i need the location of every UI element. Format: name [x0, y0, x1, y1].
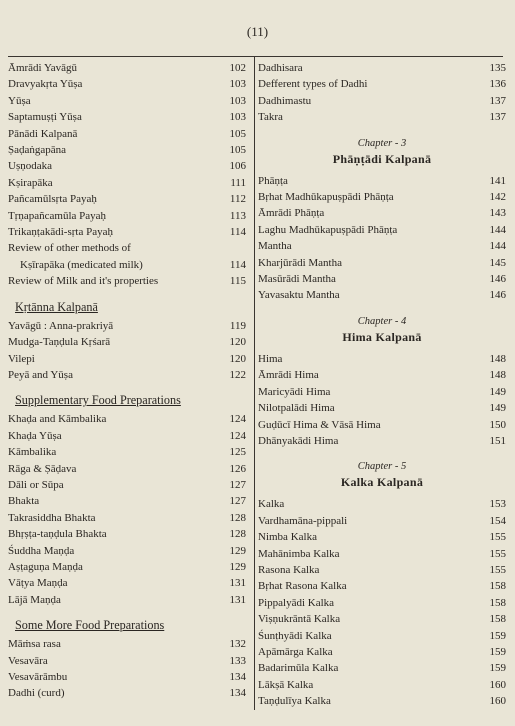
toc-entry	[258, 660, 506, 676]
entry-title: Bṛhat Madhūkapuṣpādi Phāṇṭa	[258, 191, 394, 204]
toc-entry	[8, 126, 246, 142]
entry-page-number: 102	[229, 62, 246, 74]
toc-entry	[8, 142, 246, 158]
toc-entry	[258, 513, 506, 529]
entry-page-number: 155	[489, 531, 506, 544]
entry-page-number: 105	[229, 144, 246, 157]
entry-title: Vāṭya Maṇḍa	[8, 577, 68, 590]
entry-title: Takrasiddha Bhakta	[8, 511, 96, 524]
entry-title: Pippalyādi Kalka	[258, 596, 335, 609]
entry-title: Saptamuṣṭi Yūṣa	[8, 111, 82, 124]
toc-entry	[8, 175, 246, 191]
entry-page-number: 144	[489, 223, 506, 236]
entry-page-number: 106	[229, 160, 246, 173]
entry-title: Taṇḍulīya Kalka	[258, 695, 331, 708]
left-group-1	[8, 60, 246, 290]
entry-page-number: 151	[489, 434, 506, 447]
entry-title: Guḍūcī Hima & Vāsā Hima	[258, 418, 381, 431]
toc-entry	[8, 367, 246, 383]
entry-page-number: 160	[489, 695, 506, 708]
entry-title: Yūṣa	[8, 94, 31, 107]
toc-entry	[258, 611, 506, 627]
entry-title: Āmrādi Phāṇṭa	[258, 207, 325, 220]
entry-title: Laghu Madhūkapuṣpādi Phāṇṭa	[258, 223, 398, 236]
entry-page-number: 127	[229, 478, 246, 491]
entry-title: Āmrādi Yavāgū	[8, 62, 78, 74]
entry-page-number: 127	[229, 495, 246, 508]
toc-entry	[8, 559, 246, 575]
entry-title: Pānādi Kalpanā	[8, 127, 78, 140]
toc-entry	[258, 173, 506, 189]
entry-title: Mahānimba Kalka	[258, 547, 340, 560]
toc-entry	[8, 318, 246, 334]
right-group-1	[258, 60, 506, 126]
entry-page-number: 159	[489, 629, 506, 642]
toc-entry	[8, 158, 246, 174]
entry-title: Vilepi	[8, 352, 35, 365]
entry-page-number: 158	[489, 596, 506, 609]
entry-title: Āmrādi Hima	[258, 369, 319, 382]
entry-page-number: 153	[489, 498, 506, 511]
toc-entry	[8, 461, 246, 477]
chapter-4-list	[258, 351, 506, 449]
entry-page-number: 155	[489, 563, 506, 576]
entry-page-number: 131	[229, 577, 246, 590]
toc-entry	[8, 60, 246, 76]
entry-page-number: 155	[489, 547, 506, 560]
entry-page-number: 142	[489, 191, 506, 204]
toc-entry	[258, 578, 506, 594]
entry-page-number: 120	[229, 336, 246, 349]
chapter-3-label: Chapter - 3	[357, 137, 407, 149]
toc-entry	[8, 653, 246, 669]
toc-entry	[8, 636, 246, 652]
toc-entry	[8, 685, 246, 701]
toc-entry	[258, 384, 506, 400]
entry-page-number: 115	[229, 275, 246, 288]
entry-page-number: 137	[489, 94, 506, 107]
entry-title: Badarimūla Kalka	[258, 662, 339, 675]
entry-page-number: 120	[229, 352, 246, 365]
entry-title: Kharjūrādi Mantha	[258, 256, 342, 269]
toc-entry	[258, 529, 506, 545]
entry-page-number: 146	[489, 289, 506, 302]
entry-title: Pañcamūlsṛta Payaḥ	[8, 193, 97, 206]
entry-page-number: 141	[489, 174, 506, 187]
toc-entry	[8, 428, 246, 444]
entry-title: Tṛṇapañcamūla Payaḥ	[8, 209, 107, 222]
entry-title: Bhakta	[8, 495, 40, 508]
entry-title-wrap	[8, 240, 220, 273]
entry-page-number: 146	[489, 273, 506, 286]
entry-title: Khaḍa and Kāmbalika	[8, 413, 107, 426]
chapter-4-title: Hima Kalpanā	[342, 329, 422, 344]
toc-entry	[258, 400, 506, 416]
entry-page-number: 111	[230, 176, 246, 189]
entry-page-number: 160	[489, 678, 506, 691]
entry-title: Phāṇṭa	[258, 174, 288, 187]
toc-entry	[258, 255, 506, 271]
entry-page-number: 128	[229, 528, 246, 541]
toc-entry	[258, 417, 506, 433]
entry-title: Mudga-Taṇḍula Kṛśarā	[8, 336, 111, 349]
entry-title: Masūrādi Mantha	[258, 273, 336, 286]
entry-page-number: 129	[229, 544, 246, 557]
entry-title: Trikaṇṭakādi-sṛta Payaḥ	[8, 226, 113, 239]
toc-entry	[258, 271, 506, 287]
left-group-3	[8, 411, 246, 608]
chapter-3-list	[258, 173, 506, 304]
toc-entry	[8, 477, 246, 493]
left-column	[8, 60, 246, 702]
entry-page-number: 105	[229, 127, 246, 140]
entry-title-continued: Kṣīrapāka (medicated milk)	[20, 258, 143, 271]
entry-title: Lājā Maṇḍa	[8, 593, 61, 606]
toc-entry	[8, 444, 246, 460]
entry-title: Lākṣā Kalka	[258, 678, 314, 691]
entry-page-number: 119	[229, 319, 246, 332]
entry-title: Nimba Kalka	[258, 531, 317, 544]
entry-title: Śuddha Maṇḍa	[8, 544, 75, 557]
entry-page-number: 148	[489, 352, 506, 365]
entry-title: Kalka	[258, 498, 285, 511]
entry-page-number: 149	[489, 402, 506, 415]
toc-entry	[258, 693, 506, 709]
entry-title: Rāga & Ṣāḍava	[8, 462, 77, 475]
toc-entry	[258, 93, 506, 109]
toc-entry	[8, 493, 246, 509]
entry-page-number: 159	[489, 662, 506, 675]
chapter-4-label: Chapter - 4	[357, 315, 407, 327]
toc-entry	[8, 510, 246, 526]
entry-page-number: 112	[229, 193, 246, 206]
entry-title: Mantha	[258, 240, 292, 253]
toc-entry	[8, 93, 246, 109]
entry-page-number: 131	[229, 593, 246, 606]
toc-entry	[258, 222, 506, 238]
section-heading-supplementary: Supplementary Food Preparations	[15, 393, 181, 408]
entry-page-number: 103	[229, 111, 246, 124]
toc-entry	[258, 367, 506, 383]
toc-entry	[8, 669, 246, 685]
entry-page-number: 125	[229, 446, 246, 459]
toc-entry	[8, 351, 246, 367]
entry-page-number: 128	[229, 511, 246, 524]
entry-title: Vesavārāmbu	[8, 671, 68, 683]
entry-page-number: 134	[229, 687, 246, 700]
page-number: (11)	[246, 24, 269, 39]
toc-entry	[8, 191, 246, 207]
entry-title: Apāmārga Kalka	[258, 645, 333, 658]
entry-title: Yavāgū : Anna-prakriyā	[8, 319, 114, 332]
entry-title: Dāli or Sūpa	[8, 478, 64, 491]
entry-page-number: 103	[229, 94, 246, 107]
toc-entry	[258, 205, 506, 221]
section-heading-more-food: Some More Food Preparations	[15, 618, 165, 633]
entry-title: Dadhi (curd)	[8, 687, 65, 700]
entry-title: Kṣirapāka	[8, 176, 53, 189]
entry-page-number: 114	[229, 226, 246, 239]
entry-title: Review of Milk and it's properties	[8, 275, 159, 288]
entry-page-number: 133	[229, 654, 246, 667]
chapter-5-title: Kalka Kalpanā	[340, 475, 424, 490]
entry-page-number: 143	[489, 207, 506, 220]
entry-title: Dhānyakādi Hima	[258, 434, 339, 447]
entry-page-number: 145	[489, 256, 506, 269]
entry-page-number: 113	[229, 209, 246, 222]
left-group-4	[8, 636, 246, 702]
entry-page-number: 159	[489, 645, 506, 658]
entry-page-number: 103	[229, 78, 246, 91]
entry-page-number: 134	[229, 671, 246, 683]
toc-entry	[258, 189, 506, 205]
right-column	[258, 60, 506, 710]
toc-entry	[8, 76, 246, 92]
left-group-2	[8, 318, 246, 384]
entry-page-number: 158	[489, 580, 506, 593]
toc-entry	[258, 109, 506, 125]
entry-title: Aṣṭaguṇa Maṇḍa	[8, 560, 83, 573]
entry-title: Māṁsa rasa	[8, 638, 61, 651]
toc-entry	[258, 496, 506, 512]
entry-title: Viṣṇukrāntā Kalka	[258, 613, 341, 626]
toc-entry	[258, 60, 506, 76]
entry-title: Nilotpalādi Hima	[258, 402, 335, 415]
entry-title: Vardhamāna-pippali	[258, 514, 348, 527]
toc-entry	[8, 411, 246, 427]
toc-entry	[8, 224, 246, 240]
entry-title: Dadhisara	[258, 62, 303, 74]
toc-entry	[258, 546, 506, 562]
entry-title: Maricyādi Hima	[258, 385, 331, 398]
entry-page-number: 144	[489, 240, 506, 253]
entry-title: Review of other methods of	[8, 242, 131, 255]
entry-page-number: 129	[229, 560, 246, 573]
entry-page-number: 132	[229, 638, 246, 651]
toc-entry	[8, 526, 246, 542]
toc-entry	[8, 240, 246, 273]
entry-title: Rasona Kalka	[258, 563, 320, 576]
entry-title: Dadhimastu	[258, 94, 312, 107]
entry-title: Dravyakṛta Yūṣa	[8, 78, 83, 91]
entry-page-number: 135	[489, 62, 506, 74]
entry-page-number: 124	[229, 413, 246, 426]
entry-title: Ṣaḍaṅgapāna	[8, 144, 67, 157]
toc-entry	[258, 562, 506, 578]
entry-page-number: 148	[489, 369, 506, 382]
entry-page-number: 150	[489, 418, 506, 431]
entry-page-number: 158	[489, 613, 506, 626]
entry-title: Vesavāra	[8, 654, 48, 667]
toc-entry	[8, 334, 246, 350]
column-divider	[254, 56, 255, 710]
entry-page-number: 126	[229, 462, 246, 475]
entry-title: Yavasaktu Mantha	[258, 289, 340, 302]
entry-title: Śunṭhyādi Kalka	[258, 629, 332, 642]
toc-entry	[8, 543, 246, 559]
entry-page-number: 137	[489, 111, 506, 124]
chapter-5-label: Chapter - 5	[357, 461, 407, 473]
toc-entry	[8, 208, 246, 224]
entry-title: Hima	[258, 352, 283, 365]
entry-page-number: 124	[229, 429, 246, 442]
entry-title: Khaḍa Yūṣa	[8, 429, 62, 442]
entry-page-number: 136	[489, 78, 506, 91]
toc-entry	[8, 109, 246, 125]
toc-entry	[8, 575, 246, 591]
toc-entry	[258, 644, 506, 660]
entry-page-number: 149	[489, 385, 506, 398]
toc-entry	[258, 677, 506, 693]
toc-entry	[258, 628, 506, 644]
toc-entry	[8, 592, 246, 608]
top-rule	[8, 56, 503, 57]
toc-entry	[258, 238, 506, 254]
chapter-5-list	[258, 496, 506, 709]
entry-title: Defferent types of Dadhi	[258, 78, 368, 91]
entry-title: Takra	[258, 111, 283, 124]
entry-page-number: 154	[489, 514, 506, 527]
entry-title: Kāmbalika	[8, 446, 57, 459]
entry-title: Bhṛṣṭa-taṇḍula Bhakta	[8, 528, 107, 541]
toc-entry	[258, 433, 506, 449]
toc-entry	[8, 273, 246, 289]
entry-title: Peyā and Yūṣa	[8, 368, 73, 381]
entry-page-number: 114	[229, 258, 246, 271]
entry-page-number: 122	[229, 368, 246, 381]
toc-entry	[258, 351, 506, 367]
entry-title: Bṛhat Rasona Kalka	[258, 580, 347, 593]
toc-entry	[258, 595, 506, 611]
entry-title: Uṣṇodaka	[8, 160, 52, 173]
section-heading-krtanna: Kṛtānna Kalpanā	[15, 299, 98, 314]
toc-entry	[258, 76, 506, 92]
toc-entry	[258, 287, 506, 303]
chapter-3-title: Phāṇṭādi Kalpanā	[332, 151, 432, 166]
